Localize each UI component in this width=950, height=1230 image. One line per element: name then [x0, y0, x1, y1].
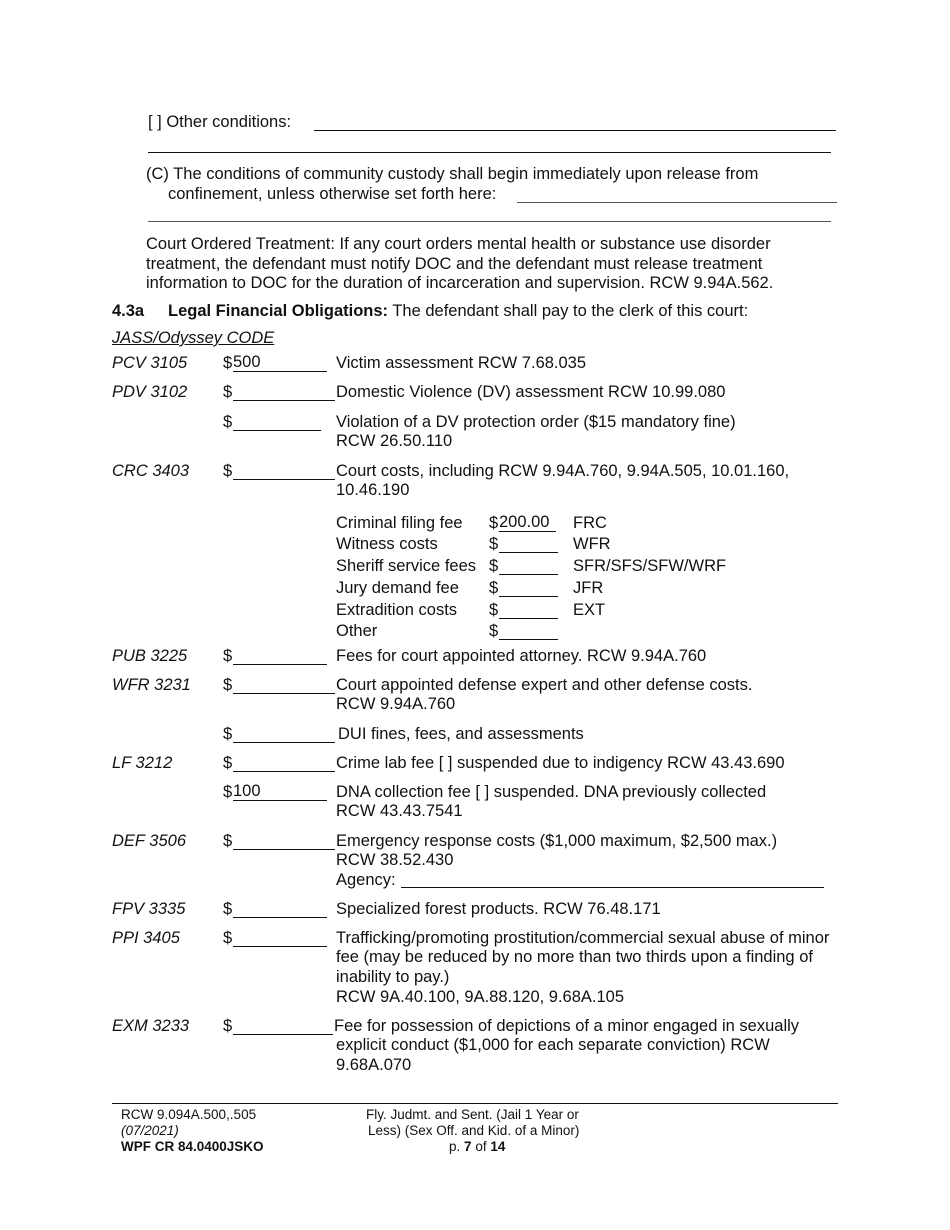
agency-label: Agency: — [336, 871, 396, 889]
code-pub: PUB 3225 — [112, 647, 188, 665]
section-title: Legal Financial Obligations: — [168, 302, 389, 320]
cost-code: EXT — [573, 601, 606, 619]
dollar-sign: $ — [223, 413, 233, 431]
dollar-sign: $ — [223, 900, 233, 918]
community-custody-start-field[interactable] — [517, 202, 837, 203]
dollar-sign: $ — [489, 535, 499, 553]
dollar-sign: $ — [223, 647, 233, 665]
page-prefix: p. — [449, 1139, 461, 1154]
section-heading — [168, 301, 748, 321]
amount-exm[interactable] — [233, 1017, 333, 1035]
amount-ppi[interactable] — [233, 929, 327, 947]
cost-label: Other — [336, 622, 378, 640]
code-lf: LF 3212 — [112, 754, 173, 772]
code-wfr: WFR 3231 — [112, 676, 191, 694]
cost-amount[interactable] — [499, 622, 558, 640]
cost-label: Witness costs — [336, 535, 438, 553]
code-crc: CRC 3403 — [112, 462, 190, 480]
amount-pub[interactable] — [233, 647, 327, 665]
page-current: 7 — [464, 1139, 472, 1154]
desc-def-2: RCW 38.52.430 — [336, 851, 454, 869]
dollar-sign: $ — [223, 725, 233, 743]
desc-dvpo-2: RCW 26.50.110 — [336, 432, 453, 450]
amount-lf[interactable] — [233, 754, 335, 772]
cost-code: FRC — [573, 514, 607, 532]
other-conditions-field[interactable] — [314, 130, 836, 131]
amount-dv-protection-order[interactable] — [233, 413, 321, 431]
code-fpv: FPV 3335 — [112, 900, 186, 918]
code-def: DEF 3506 — [112, 832, 186, 850]
desc-exm-3: 9.68A.070 — [336, 1056, 412, 1074]
footer-form-id: WPF CR 84.0400JSKO — [121, 1139, 264, 1154]
desc-dna-1: DNA collection fee [ ] suspended. DNA previously collected — [336, 783, 767, 801]
amount-pdv[interactable] — [233, 383, 335, 401]
dollar-sign: $ — [223, 783, 233, 801]
desc-ppi-2: fee (may be reduced by no more than two thirds upon a finding of — [336, 948, 813, 966]
code-ppi: PPI 3405 — [112, 929, 180, 947]
cost-amount[interactable]: 200.00 — [499, 514, 556, 532]
code-column-header: JASS/Odyssey CODE — [112, 329, 275, 347]
cost-label: Criminal filing fee — [336, 514, 463, 532]
cost-code: JFR — [573, 579, 604, 597]
amount-pcv[interactable]: 500 — [233, 354, 327, 372]
desc-wfr-1: Court appointed defense expert and other defense costs. — [336, 676, 753, 694]
desc-dui: DUI fines, fees, and assessments — [338, 725, 584, 743]
desc-def-1: Emergency response costs ($1,000 maximum, $2,500 max.) — [336, 832, 778, 850]
desc-pcv: Victim assessment RCW 7.68.035 — [336, 354, 587, 372]
amount-dui[interactable] — [233, 725, 335, 743]
desc-dvpo-1: Violation of a DV protection order ($15 mandatory fine) — [336, 413, 736, 431]
amount-def[interactable] — [233, 832, 335, 850]
page-total: 14 — [490, 1139, 506, 1154]
dollar-sign: $ — [223, 462, 233, 480]
community-custody-start-field-line2[interactable] — [148, 221, 831, 222]
footer-title-line1: Fly. Judmt. and Sent. (Jail 1 Year or — [366, 1107, 579, 1122]
desc-pub: Fees for court appointed attorney. RCW 9.94A.760 — [336, 647, 707, 665]
dollar-sign: $ — [489, 601, 499, 619]
code-exm: EXM 3233 — [112, 1017, 190, 1035]
footer-title-line2: Less) (Sex Off. and Kid. of a Minor) — [368, 1123, 580, 1138]
dollar-sign: $ — [489, 514, 499, 532]
desc-crc-2: 10.46.190 — [336, 481, 410, 499]
treatment-line3: information to DOC for the duration of incarceration and supervision. RCW 9.94A.562. — [146, 274, 774, 292]
dollar-sign: $ — [223, 1017, 233, 1035]
section-c-line1: (C) The conditions of community custody shall begin immediately upon release from — [146, 165, 759, 183]
footer-date: (07/2021) — [121, 1123, 179, 1138]
dollar-sign: $ — [489, 579, 499, 597]
footer-page-number — [449, 1139, 505, 1155]
code-pcv: PCV 3105 — [112, 354, 188, 372]
cost-amount[interactable] — [499, 579, 558, 597]
desc-wfr-2: RCW 9.94A.760 — [336, 695, 456, 713]
dollar-sign: $ — [489, 557, 499, 575]
treatment-line1: Court Ordered Treatment: If any court orders mental health or substance use disorder — [146, 235, 771, 253]
desc-dna-2: RCW 43.43.7541 — [336, 802, 463, 820]
cost-label: Jury demand fee — [336, 579, 459, 597]
dollar-sign: $ — [223, 383, 233, 401]
cost-code: SFR/SFS/SFW/WRF — [573, 557, 727, 575]
section-c-line2: confinement, unless otherwise set forth here: — [168, 185, 497, 203]
amount-fpv[interactable] — [233, 900, 327, 918]
section-number: 4.3a — [112, 302, 145, 320]
desc-crc-1: Court costs, including RCW 9.94A.760, 9.94A.505, 10.01.160, — [336, 462, 790, 480]
other-conditions-field-line2[interactable] — [148, 152, 831, 153]
desc-lf: Crime lab fee [ ] suspended due to indigency RCW 43.43.690 — [336, 754, 785, 772]
agency-field[interactable] — [401, 887, 824, 888]
section-text: The defendant shall pay to the clerk of this court: — [392, 302, 749, 320]
cost-amount[interactable] — [499, 535, 558, 553]
cost-amount[interactable] — [499, 557, 558, 575]
cost-amount[interactable] — [499, 601, 558, 619]
cost-code: WFR — [573, 535, 611, 553]
cost-label: Sheriff service fees — [336, 557, 477, 575]
cost-label: Extradition costs — [336, 601, 458, 619]
page-of: of — [475, 1139, 487, 1154]
desc-ppi-4: RCW 9A.40.100, 9A.88.120, 9.68A.105 — [336, 988, 625, 1006]
desc-exm-2: explicit conduct ($1,000 for each separate conviction) RCW — [336, 1036, 770, 1054]
dollar-sign: $ — [223, 929, 233, 947]
dollar-sign: $ — [223, 676, 233, 694]
amount-wfr[interactable] — [233, 676, 335, 694]
treatment-line2: treatment, the defendant must notify DOC and the defendant must release treatment — [146, 255, 763, 273]
other-conditions-label: [ ] Other conditions: — [148, 113, 292, 131]
amount-dna[interactable]: 100 — [233, 783, 327, 801]
desc-ppi-1: Trafficking/promoting prostitution/commercial sexual abuse of minor — [336, 929, 830, 947]
dollar-sign: $ — [223, 832, 233, 850]
desc-pdv: Domestic Violence (DV) assessment RCW 10.99.080 — [336, 383, 726, 401]
code-pdv: PDV 3102 — [112, 383, 188, 401]
amount-crc[interactable] — [233, 462, 335, 480]
dollar-sign: $ — [223, 354, 233, 372]
footer-rcw: RCW 9.094A.500,.505 — [121, 1107, 257, 1122]
desc-fpv: Specialized forest products. RCW 76.48.171 — [336, 900, 661, 918]
dollar-sign: $ — [489, 622, 499, 640]
desc-exm-1: Fee for possession of depictions of a minor engaged in sexually — [334, 1017, 800, 1035]
desc-ppi-3: inability to pay.) — [336, 968, 450, 986]
dollar-sign: $ — [223, 754, 233, 772]
footer-divider — [112, 1103, 838, 1104]
